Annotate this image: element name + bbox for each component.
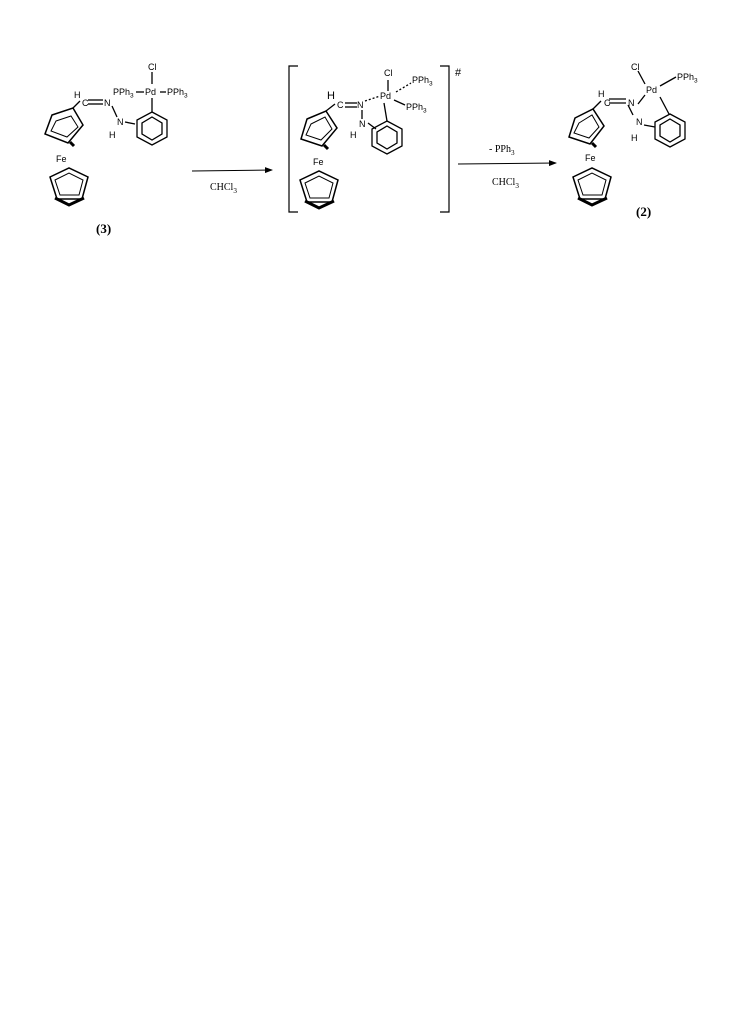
cyclopentadienyl-ring-lower — [300, 171, 338, 208]
imine-hydrogen: H — [327, 90, 335, 102]
iron-atom: Fe — [313, 157, 324, 167]
cyclopentadienyl-ring-lower — [573, 168, 611, 205]
triphenylphosphine-right: PPh$_3$ — [167, 87, 188, 100]
cyclopentadienyl-ring-upper — [301, 111, 337, 149]
chlorine-atom: Cl — [148, 62, 157, 72]
arrow-1-condition: CHCl$_3$ — [210, 182, 237, 195]
triphenylphosphine-top: PPh$_3$ — [412, 75, 433, 88]
imine-carbon: C — [82, 98, 89, 108]
iron-atom: Fe — [56, 154, 67, 164]
phenylene-ring — [137, 112, 167, 145]
triphenylphosphine-bottom: PPh$_3$ — [406, 102, 427, 115]
arrow-2-condition-above: - PPh$_3$ — [489, 144, 515, 157]
compound-2-label: (2) — [636, 204, 652, 219]
cyclopentadienyl-ring-upper — [45, 108, 83, 146]
triphenylphosphine-left: PPh$_3$ — [113, 87, 134, 100]
chlorine-atom: Cl — [631, 62, 640, 72]
compound-2 — [569, 71, 685, 205]
arrow-2-condition-below: CHCl$_3$ — [492, 177, 519, 190]
amine-hydrogen: H — [350, 130, 357, 140]
triphenylphosphine: PPh$_3$ — [677, 72, 698, 85]
amine-hydrogen: H — [631, 133, 638, 143]
chlorine-atom: Cl — [384, 68, 393, 78]
amine-hydrogen: H — [109, 130, 116, 140]
cyclopentadienyl-ring-upper — [569, 109, 604, 147]
reaction-scheme — [0, 0, 736, 260]
reaction-scheme-svg — [0, 0, 736, 260]
iron-atom: Fe — [585, 153, 596, 163]
transition-state-brackets — [289, 66, 449, 212]
amine-nitrogen: N — [117, 117, 124, 127]
compound-3-label: (3) — [96, 221, 112, 236]
imine-hydrogen: H — [598, 89, 605, 99]
phenylene-ring — [372, 121, 402, 154]
imine-carbon: C — [604, 98, 611, 108]
transition-state — [300, 80, 411, 208]
amine-nitrogen: N — [359, 119, 366, 129]
imine-hydrogen: H — [74, 90, 81, 100]
imine-nitrogen: N — [628, 98, 635, 108]
transition-state-marker: # — [455, 67, 462, 79]
amine-nitrogen: N — [636, 117, 643, 127]
palladium-atom: Pd — [380, 91, 392, 101]
palladium-atom: Pd — [145, 87, 157, 97]
reaction-arrow-2 — [458, 163, 556, 164]
reaction-arrow-1 — [192, 170, 272, 171]
palladium-atom: Pd — [646, 85, 658, 95]
cyclopentadienyl-ring-lower — [50, 168, 88, 205]
imine-nitrogen: N — [104, 98, 111, 108]
imine-carbon: C — [337, 100, 344, 110]
imine-nitrogen: N — [357, 100, 364, 110]
phenylene-ring — [655, 114, 685, 147]
